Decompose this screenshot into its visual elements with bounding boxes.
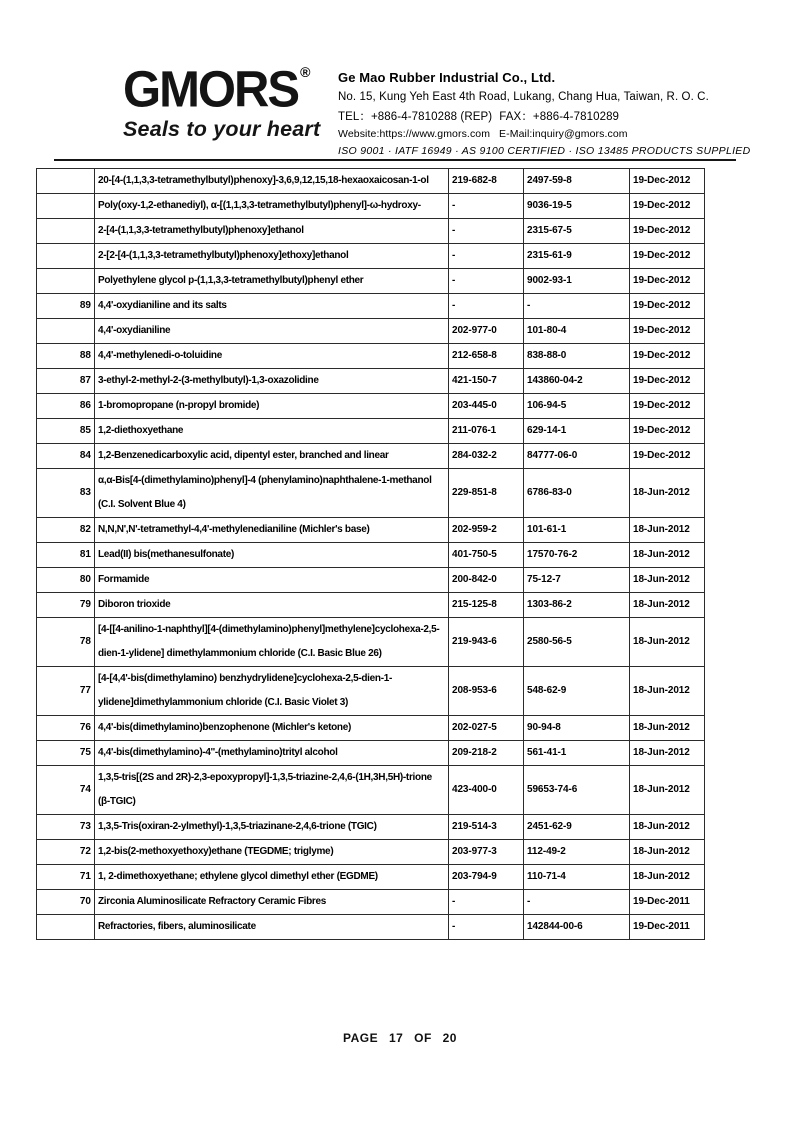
cas-number-cell: 75-12-7 [524, 568, 630, 593]
table-row [37, 766, 705, 815]
substance-number-cell: 78 [37, 618, 95, 667]
page-footer: PAGE 17 OF 20 [343, 1031, 457, 1045]
substance-name-cell: Polyethylene glycol p-(1,1,3,3-tetramethylbutyl)phenyl ether [95, 269, 449, 294]
substance-name-cell: 20-[4-(1,1,3,3-tetramethylbutyl)phenoxy]-3,6,9,12,15,18-hexaoxaicosan-1-ol [95, 169, 449, 194]
ec-number-cell: 401-750-5 [449, 543, 524, 568]
cas-number-cell: 1303-86-2 [524, 593, 630, 618]
listing-date-cell: 19-Dec-2012 [630, 344, 705, 369]
cas-number-cell: 2580-56-5 [524, 618, 630, 667]
substance-number-cell [37, 269, 95, 294]
listing-date-cell: 19-Dec-2012 [630, 269, 705, 294]
cas-number-cell: 142844-00-6 [524, 915, 630, 940]
listing-date-cell: 19-Dec-2012 [630, 294, 705, 319]
listing-date-cell: 18-Jun-2012 [630, 568, 705, 593]
table-row [37, 543, 705, 568]
company-address: No. 15, Kung Yeh East 4th Road, Lukang, Chang Hua, Taiwan, R. O. C. [338, 91, 709, 103]
ec-number-cell: 421-150-7 [449, 369, 524, 394]
substance-name-cell: 1,2-Benzenedicarboxylic acid, dipentyl ester, branched and linear [95, 444, 449, 469]
cas-number-cell: 101-61-1 [524, 518, 630, 543]
company-name: Ge Mao Rubber Industrial Co., Ltd. [338, 70, 556, 85]
cas-number-cell: 101-80-4 [524, 319, 630, 344]
company-slogan: Seals to your heart [123, 117, 321, 141]
substance-number-cell: 83 [37, 469, 95, 518]
listing-date-cell: 18-Jun-2012 [630, 543, 705, 568]
substance-name-cell: 4,4'-bis(dimethylamino)benzophenone (Michler's ketone) [95, 716, 449, 741]
substance-name-cell: 2-[4-(1,1,3,3-tetramethylbutyl)phenoxy]ethanol [95, 219, 449, 244]
cas-number-cell: 2315-61-9 [524, 244, 630, 269]
substance-number-cell [37, 319, 95, 344]
substance-number-cell [37, 219, 95, 244]
ec-number-cell: 203-445-0 [449, 394, 524, 419]
substance-number-cell: 86 [37, 394, 95, 419]
table-row [37, 319, 705, 344]
ec-number-cell: 219-514-3 [449, 815, 524, 840]
table-row [37, 244, 705, 269]
cas-number-cell: - [524, 294, 630, 319]
ec-number-cell: 219-682-8 [449, 169, 524, 194]
ec-number-cell: 219-943-6 [449, 618, 524, 667]
substance-number-cell: 84 [37, 444, 95, 469]
cas-number-cell: 9036-19-5 [524, 194, 630, 219]
table-row [37, 369, 705, 394]
ec-number-cell: 203-794-9 [449, 865, 524, 890]
listing-date-cell: 19-Dec-2012 [630, 369, 705, 394]
table-row [37, 419, 705, 444]
listing-date-cell: 18-Jun-2012 [630, 618, 705, 667]
substance-number-cell [37, 194, 95, 219]
company-email: E-Mail:inquiry@gmors.com [499, 128, 628, 140]
table-row [37, 444, 705, 469]
substance-name-cell: 2-[2-[4-(1,1,3,3-tetramethylbutyl)phenoxy]ethoxy]ethanol [95, 244, 449, 269]
substance-number-cell: 76 [37, 716, 95, 741]
listing-date-cell: 18-Jun-2012 [630, 593, 705, 618]
ec-number-cell: - [449, 294, 524, 319]
listing-date-cell: 19-Dec-2012 [630, 219, 705, 244]
registered-trademark-icon: ® [300, 64, 311, 80]
cas-number-cell: 561-41-1 [524, 741, 630, 766]
listing-date-cell: 18-Jun-2012 [630, 840, 705, 865]
substance-number-cell [37, 244, 95, 269]
ec-number-cell: 202-027-5 [449, 716, 524, 741]
substance-number-cell: 71 [37, 865, 95, 890]
company-fax: FAX：+886-4-7810289 [499, 110, 620, 123]
listing-date-cell: 18-Jun-2012 [630, 865, 705, 890]
company-info-block [338, 64, 751, 157]
table-row [37, 568, 705, 593]
table-row [37, 716, 705, 741]
table-row [37, 469, 705, 518]
cas-number-cell: 838-88-0 [524, 344, 630, 369]
cas-number-cell: 106-94-5 [524, 394, 630, 419]
table-row [37, 815, 705, 840]
table-row [37, 741, 705, 766]
ec-number-cell: 212-658-8 [449, 344, 524, 369]
substance-name-cell: Zirconia Aluminosilicate Refractory Ceramic Fibres [95, 890, 449, 915]
substance-number-cell: 77 [37, 667, 95, 716]
cas-number-cell: 629-14-1 [524, 419, 630, 444]
svhc-table-body [37, 169, 705, 940]
ec-number-cell: 211-076-1 [449, 419, 524, 444]
substance-name-cell: [4-[4,4'-bis(dimethylamino) benzhydrylidene]cyclohexa-2,5-dien-1-ylidene]dimethylammonium chloride (C.I. Basic Violet 3) [95, 667, 449, 716]
substance-name-cell: 1-bromopropane (n-propyl bromide) [95, 394, 449, 419]
logo-block [123, 61, 323, 157]
cas-number-cell: 59653-74-6 [524, 766, 630, 815]
cas-number-cell: - [524, 890, 630, 915]
ec-number-cell: - [449, 890, 524, 915]
substance-number-cell: 88 [37, 344, 95, 369]
substance-number-cell: 81 [37, 543, 95, 568]
table-row [37, 593, 705, 618]
ec-number-cell: 284-032-2 [449, 444, 524, 469]
substance-name-cell: Refractories, fibers, aluminosilicate [95, 915, 449, 940]
table-row [37, 890, 705, 915]
ec-number-cell: 229-851-8 [449, 469, 524, 518]
substance-name-cell: Poly(oxy-1,2-ethanediyl), α-[(1,1,3,3-tetramethylbutyl)phenyl]-ω-hydroxy- [95, 194, 449, 219]
listing-date-cell: 18-Jun-2012 [630, 716, 705, 741]
substance-name-cell: 4,4'-oxydianiline and its salts [95, 294, 449, 319]
letterhead [123, 61, 751, 157]
listing-date-cell: 19-Dec-2012 [630, 244, 705, 269]
cas-number-cell: 2451-62-9 [524, 815, 630, 840]
header-divider [54, 159, 736, 161]
table-row [37, 194, 705, 219]
ec-number-cell: 209-218-2 [449, 741, 524, 766]
substance-name-cell: 3-ethyl-2-methyl-2-(3-methylbutyl)-1,3-oxazolidine [95, 369, 449, 394]
substance-number-cell: 85 [37, 419, 95, 444]
ec-number-cell: 202-977-0 [449, 319, 524, 344]
substance-name-cell: 1,3,5-tris[(2S and 2R)-2,3-epoxypropyl]-1,3,5-triazine-2,4,6-(1H,3H,5H)-trione (β-TGIC) [95, 766, 449, 815]
listing-date-cell: 19-Dec-2012 [630, 169, 705, 194]
substance-number-cell: 89 [37, 294, 95, 319]
substance-name-cell: 1,3,5-Tris(oxiran-2-ylmethyl)-1,3,5-triazinane-2,4,6-trione (TGIC) [95, 815, 449, 840]
table-row [37, 865, 705, 890]
table-row [37, 667, 705, 716]
ec-number-cell: 215-125-8 [449, 593, 524, 618]
listing-date-cell: 19-Dec-2012 [630, 419, 705, 444]
substance-name-cell: Diboron trioxide [95, 593, 449, 618]
table-row [37, 915, 705, 940]
cas-number-cell: 548-62-9 [524, 667, 630, 716]
substance-number-cell: 82 [37, 518, 95, 543]
company-tel: TEL：+886-4-7810288 (REP) [338, 110, 493, 123]
listing-date-cell: 19-Dec-2011 [630, 915, 705, 940]
listing-date-cell: 18-Jun-2012 [630, 518, 705, 543]
substance-number-cell: 72 [37, 840, 95, 865]
table-row [37, 618, 705, 667]
certifications-line: ISO 9001 · IATF 16949 · AS 9100 CERTIFIED · ISO 13485 PRODUCTS SUPPLIED [338, 144, 751, 157]
substance-number-cell: 70 [37, 890, 95, 915]
ec-number-cell: 202-959-2 [449, 518, 524, 543]
cas-number-cell: 6786-83-0 [524, 469, 630, 518]
ec-number-cell: 203-977-3 [449, 840, 524, 865]
listing-date-cell: 18-Jun-2012 [630, 815, 705, 840]
cas-number-cell: 17570-76-2 [524, 543, 630, 568]
substance-name-cell: [4-[[4-anilino-1-naphthyl][4-(dimethylamino)phenyl]methylene]cyclohexa-2,5-dien-1-ylidene] dimethylammonium chloride (C.I. Basic Blue 26) [95, 618, 449, 667]
ec-number-cell: - [449, 219, 524, 244]
substance-name-cell: N,N,N',N'-tetramethyl-4,4'-methylenedianiline (Michler's base) [95, 518, 449, 543]
substance-number-cell: 75 [37, 741, 95, 766]
ec-number-cell: - [449, 269, 524, 294]
listing-date-cell: 18-Jun-2012 [630, 766, 705, 815]
listing-date-cell: 19-Dec-2012 [630, 319, 705, 344]
substance-name-cell: 4,4'-methylenedi-o-toluidine [95, 344, 449, 369]
substance-number-cell: 87 [37, 369, 95, 394]
substance-name-cell: 4,4'-bis(dimethylamino)-4''-(methylamino)trityl alcohol [95, 741, 449, 766]
cas-number-cell: 2497-59-8 [524, 169, 630, 194]
table-row [37, 518, 705, 543]
substance-name-cell: 4,4'-oxydianiline [95, 319, 449, 344]
ec-number-cell: - [449, 194, 524, 219]
cas-number-cell: 9002-93-1 [524, 269, 630, 294]
substance-name-cell: α,α-Bis[4-(dimethylamino)phenyl]-4 (phenylamino)naphthalene-1-methanol (C.I. Solvent Blue 4) [95, 469, 449, 518]
table-row [37, 394, 705, 419]
listing-date-cell: 18-Jun-2012 [630, 667, 705, 716]
listing-date-cell: 19-Dec-2011 [630, 890, 705, 915]
substance-name-cell: Lead(II) bis(methanesulfonate) [95, 543, 449, 568]
listing-date-cell: 19-Dec-2012 [630, 444, 705, 469]
substance-number-cell: 80 [37, 568, 95, 593]
listing-date-cell: 19-Dec-2012 [630, 194, 705, 219]
table-row [37, 169, 705, 194]
substance-name-cell: 1,2-diethoxyethane [95, 419, 449, 444]
table-row [37, 219, 705, 244]
ec-number-cell: 200-842-0 [449, 568, 524, 593]
substance-number-cell: 73 [37, 815, 95, 840]
cas-number-cell: 90-94-8 [524, 716, 630, 741]
substance-number-cell [37, 169, 95, 194]
ec-number-cell: 423-400-0 [449, 766, 524, 815]
table-row [37, 344, 705, 369]
substance-number-cell: 79 [37, 593, 95, 618]
ec-number-cell: - [449, 915, 524, 940]
substance-name-cell: 1, 2-dimethoxyethane; ethylene glycol dimethyl ether (EGDME) [95, 865, 449, 890]
cas-number-cell: 112-49-2 [524, 840, 630, 865]
company-website: Website:https://www.gmors.com [338, 128, 491, 140]
table-row [37, 294, 705, 319]
svhc-substances-table [36, 168, 705, 940]
cas-number-cell: 84777-06-0 [524, 444, 630, 469]
cas-number-cell: 2315-67-5 [524, 219, 630, 244]
ec-number-cell: 208-953-6 [449, 667, 524, 716]
substance-name-cell: 1,2-bis(2-methoxyethoxy)ethane (TEGDME; triglyme) [95, 840, 449, 865]
cas-number-cell: 110-71-4 [524, 865, 630, 890]
substance-name-cell: Formamide [95, 568, 449, 593]
substance-number-cell: 74 [37, 766, 95, 815]
cas-number-cell: 143860-04-2 [524, 369, 630, 394]
table-row [37, 269, 705, 294]
table-row [37, 840, 705, 865]
substance-number-cell [37, 915, 95, 940]
ec-number-cell: - [449, 244, 524, 269]
listing-date-cell: 19-Dec-2012 [630, 394, 705, 419]
listing-date-cell: 18-Jun-2012 [630, 741, 705, 766]
listing-date-cell: 18-Jun-2012 [630, 469, 705, 518]
gmors-logo: GMORS [123, 61, 299, 119]
